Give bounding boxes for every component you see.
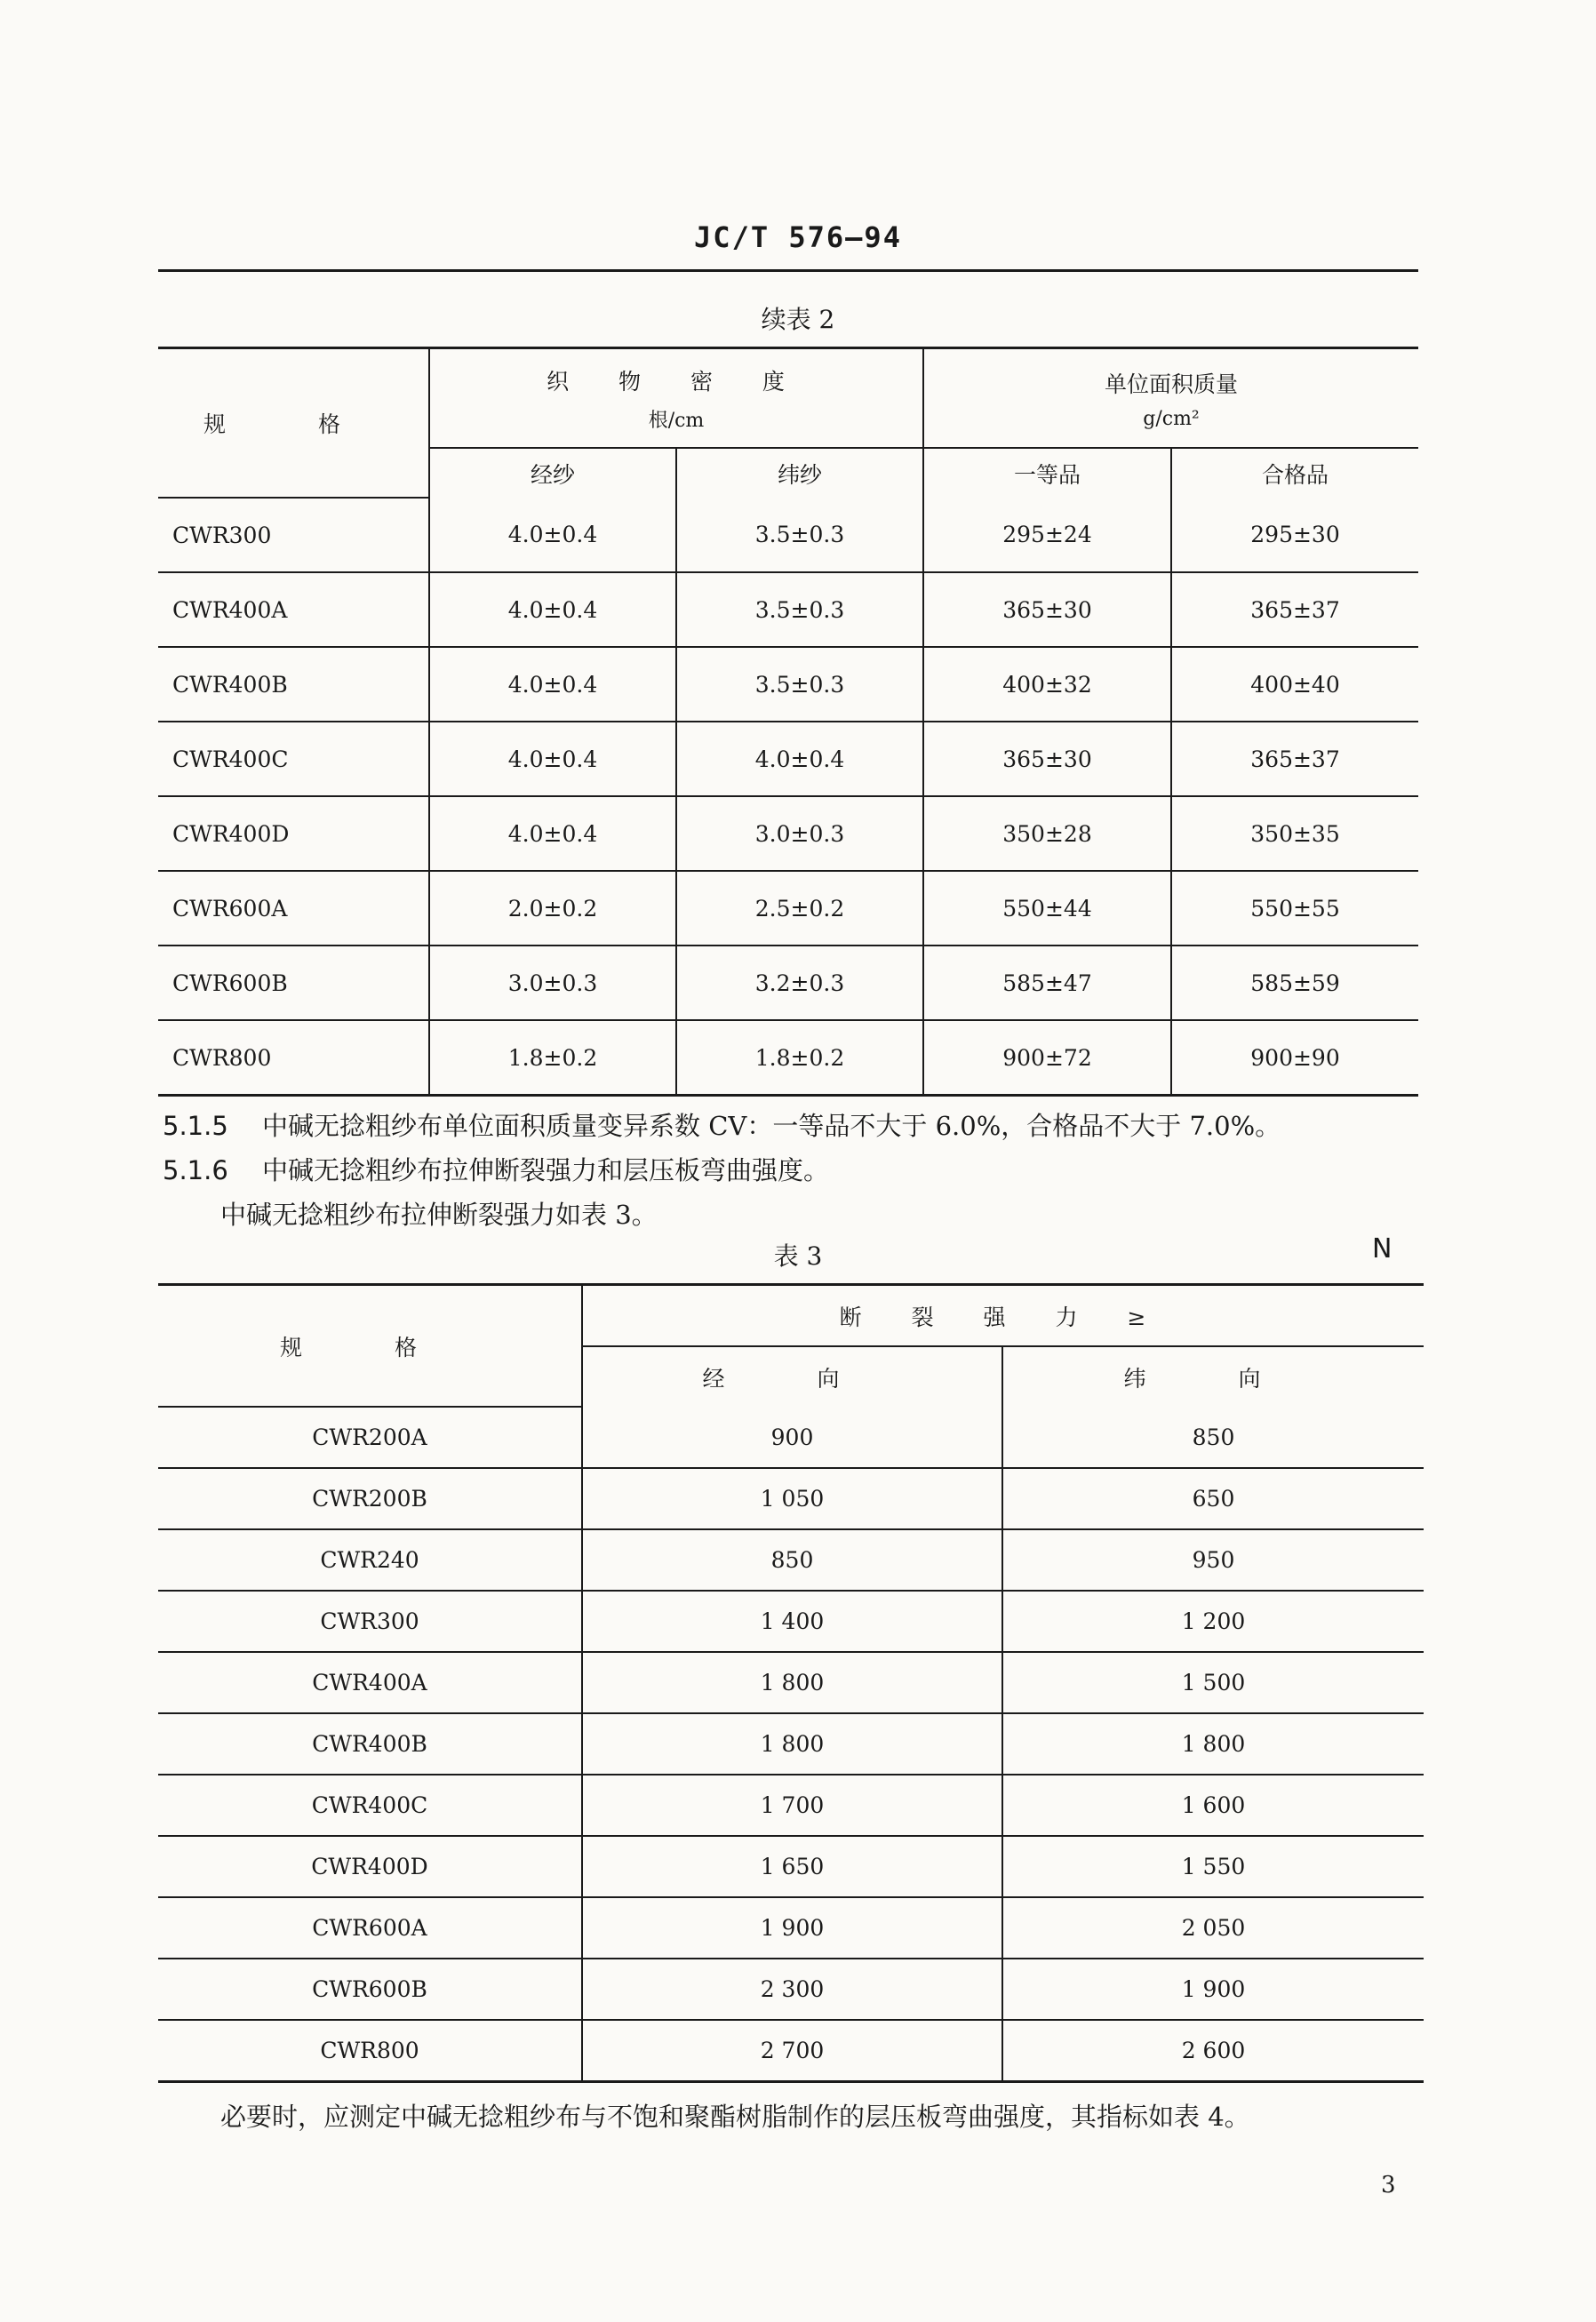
table2-value-cell: 3.0±0.3 (429, 946, 676, 1020)
clause-5-1-5: 5.1.5 中碱无捻粗纱布单位面积质量变异系数 CV：一等品不大于 6.0%，合格品不大于 7.0%。 (163, 1111, 1281, 1141)
table2-value-cell: 4.0±0.4 (429, 796, 676, 871)
table2-value-cell: 1.8±0.2 (676, 1020, 923, 1096)
table3-value-cell: 2 600 (1002, 2020, 1424, 2082)
table2-value-cell: 3.2±0.3 (676, 946, 923, 1020)
table2-value-cell: 350±35 (1171, 796, 1418, 871)
table2-spec-cell: CWR400A (158, 572, 429, 647)
table3-value-cell: 1 800 (582, 1652, 1002, 1713)
table3-row (158, 1591, 1424, 1652)
table3-row (158, 2020, 1424, 2082)
table3-row (158, 1407, 1424, 1468)
header-rule (158, 269, 1418, 272)
table2-value-cell: 585±59 (1171, 946, 1418, 1020)
table3-spec-cell: CWR400C (158, 1775, 582, 1836)
table2-value-cell: 4.0±0.4 (429, 722, 676, 796)
table3-warp-header: 经 向 (582, 1346, 1002, 1407)
table3-value-cell: 1 500 (1002, 1652, 1424, 1713)
table3-value-cell: 1 900 (582, 1897, 1002, 1959)
table2-first-grade-header: 一等品 (923, 448, 1171, 498)
table3-spec-cell: CWR240 (158, 1529, 582, 1591)
table2-value-cell: 295±30 (1171, 498, 1418, 572)
table3-row (158, 1713, 1424, 1775)
table3-spec-cell: CWR400B (158, 1713, 582, 1775)
table2-spec-cell: CWR400D (158, 796, 429, 871)
table2-value-cell: 295±24 (923, 498, 1171, 572)
table3-spec-cell: CWR600A (158, 1897, 582, 1959)
table3-value-cell: 650 (1002, 1468, 1424, 1529)
table3-row (158, 1468, 1424, 1529)
table3-value-cell: 1 700 (582, 1775, 1002, 1836)
table3-value-cell: 2 300 (582, 1959, 1002, 2020)
table2-row (158, 796, 1418, 871)
table3-value-cell: 1 200 (1002, 1591, 1424, 1652)
table3-value-cell: 850 (1002, 1407, 1424, 1468)
table2-density-header: 织 物 密 度 根/cm (429, 348, 923, 449)
table2 (158, 347, 1418, 1097)
clause-5-1-6: 5.1.6 中碱无捻粗纱布拉伸断裂强力和层压板弯曲强度。 (163, 1155, 830, 1185)
page-number: 3 (1381, 2172, 1396, 2198)
standard-code: JC/T 576—94 (694, 220, 902, 254)
table2-spec-cell: CWR400B (158, 647, 429, 722)
table3-spec-cell: CWR400D (158, 1836, 582, 1897)
table2-row (158, 946, 1418, 1020)
table3-value-cell: 1 800 (1002, 1713, 1424, 1775)
table2-warp-header: 经纱 (429, 448, 676, 498)
table3-row (158, 1959, 1424, 2020)
table3-value-cell: 1 550 (1002, 1836, 1424, 1897)
table2-spec-cell: CWR600A (158, 871, 429, 946)
table2-row (158, 498, 1418, 572)
table3-value-cell: 1 800 (582, 1713, 1002, 1775)
table2-value-cell: 2.5±0.2 (676, 871, 923, 946)
table3-intro: 中碱无捻粗纱布拉伸断裂强力如表 3。 (220, 1200, 658, 1230)
table2-value-cell: 365±37 (1171, 572, 1418, 647)
table2-value-cell: 4.0±0.4 (429, 572, 676, 647)
table2-row (158, 647, 1418, 722)
table3-spec-cell: CWR200A (158, 1407, 582, 1468)
table3-value-cell: 900 (582, 1407, 1002, 1468)
table2-value-cell: 3.5±0.3 (676, 572, 923, 647)
table2-value-cell: 365±30 (923, 572, 1171, 647)
table3-value-cell: 1 600 (1002, 1775, 1424, 1836)
table3-weft-header: 纬 向 (1002, 1346, 1424, 1407)
table4-intro: 必要时，应测定中碱无捻粗纱布与不饱和聚酯树脂制作的层压板弯曲强度，其指标如表 4。 (220, 2102, 1250, 2132)
table3-spec-header: 规 格 (158, 1285, 582, 1408)
table2-value-cell: 1.8±0.2 (429, 1020, 676, 1096)
table2-qualified-header: 合格品 (1171, 448, 1418, 498)
table2-mass-header: 单位面积质量 g/cm² (923, 348, 1418, 449)
table3-spec-cell: CWR600B (158, 1959, 582, 2020)
table2-value-cell: 400±32 (923, 647, 1171, 722)
table3-row (158, 1897, 1424, 1959)
table2-weft-header: 纬纱 (676, 448, 923, 498)
table2-spec-cell: CWR400C (158, 722, 429, 796)
table2-value-cell: 350±28 (923, 796, 1171, 871)
table2-row (158, 1020, 1418, 1096)
table2-value-cell: 2.0±0.2 (429, 871, 676, 946)
table2-value-cell: 3.0±0.3 (676, 796, 923, 871)
table2-value-cell: 900±90 (1171, 1020, 1418, 1096)
table2-row (158, 871, 1418, 946)
table3-row (158, 1529, 1424, 1591)
table2-value-cell: 585±47 (923, 946, 1171, 1020)
table2-value-cell: 4.0±0.4 (429, 647, 676, 722)
table2-row (158, 722, 1418, 796)
table2-value-cell: 550±44 (923, 871, 1171, 946)
table3-value-cell: 1 900 (1002, 1959, 1424, 2020)
table3-spec-cell: CWR200B (158, 1468, 582, 1529)
table2-spec-header: 规 格 (158, 348, 429, 499)
table2-spec-cell: CWR800 (158, 1020, 429, 1096)
table2-caption: 续表 2 (761, 305, 835, 334)
table2-value-cell: 550±55 (1171, 871, 1418, 946)
table3-strength-header: 断 裂 强 力 ≥ (582, 1285, 1424, 1347)
table2-row (158, 572, 1418, 647)
table3-value-cell: 950 (1002, 1529, 1424, 1591)
table3-row (158, 1652, 1424, 1713)
table2-value-cell: 365±30 (923, 722, 1171, 796)
table3-unit: N (1372, 1233, 1393, 1265)
table2-spec-cell: CWR300 (158, 498, 429, 572)
table3 (158, 1283, 1424, 2083)
table3-value-cell: 1 050 (582, 1468, 1002, 1529)
table2-value-cell: 365±37 (1171, 722, 1418, 796)
table2-value-cell: 3.5±0.3 (676, 647, 923, 722)
table2-value-cell: 4.0±0.4 (429, 498, 676, 572)
table2-value-cell: 900±72 (923, 1020, 1171, 1096)
table3-spec-cell: CWR400A (158, 1652, 582, 1713)
table3-value-cell: 1 650 (582, 1836, 1002, 1897)
table2-value-cell: 400±40 (1171, 647, 1418, 722)
table3-spec-cell: CWR300 (158, 1591, 582, 1652)
table3-value-cell: 1 400 (582, 1591, 1002, 1652)
table3-spec-cell: CWR800 (158, 2020, 582, 2082)
table3-value-cell: 850 (582, 1529, 1002, 1591)
table2-value-cell: 4.0±0.4 (676, 722, 923, 796)
table3-value-cell: 2 050 (1002, 1897, 1424, 1959)
table2-value-cell: 3.5±0.3 (676, 498, 923, 572)
table3-row (158, 1836, 1424, 1897)
table3-caption: 表 3 (773, 1241, 823, 1271)
table3-row (158, 1775, 1424, 1836)
table2-spec-cell: CWR600B (158, 946, 429, 1020)
table3-value-cell: 2 700 (582, 2020, 1002, 2082)
